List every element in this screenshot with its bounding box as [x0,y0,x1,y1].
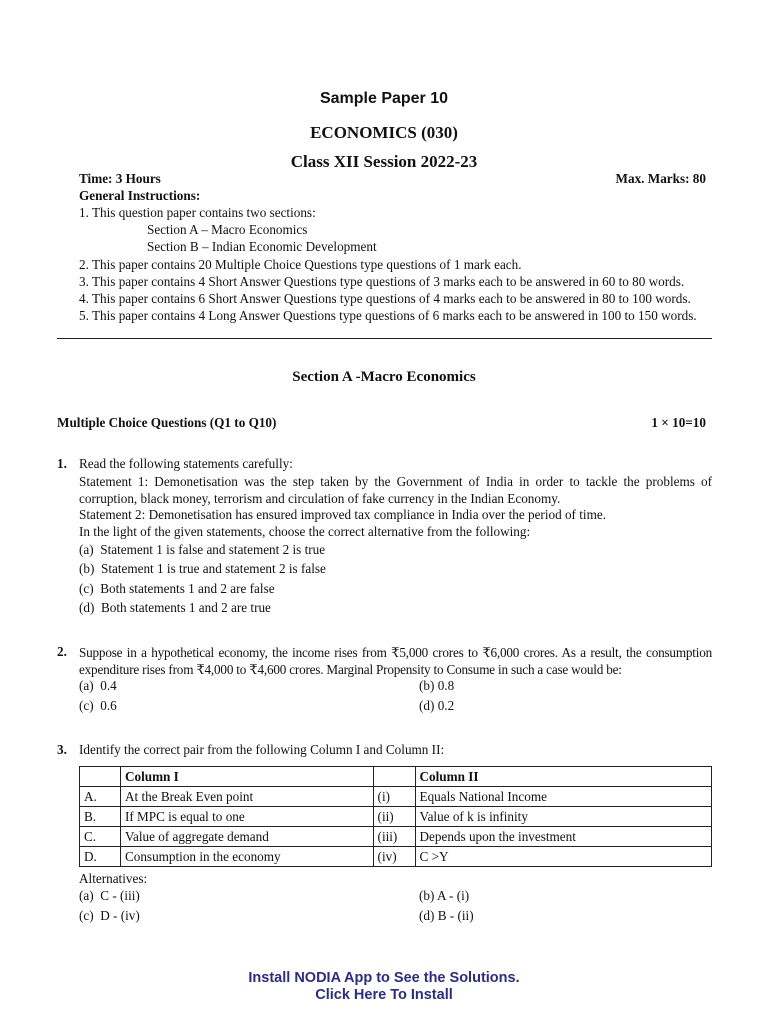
install-link[interactable]: Click Here To Install [315,987,453,1003]
row-roman: (i) [373,787,415,807]
paper-label: Sample Paper 10 [319,90,449,107]
table-row [80,807,712,827]
matching-table [79,766,712,867]
option-text: 0.8 [437,678,455,693]
q3-text: Identify the correct pair from the following Column I and Column II: [79,742,445,757]
option-label: (c) [79,908,94,923]
instruction-item: 3. This paper contains 4 Short Answer Questions type questions of 3 marks each to be answered in 60 to 80 words. [79,274,685,289]
option-text: D - (iv) [100,908,140,923]
option-text: C - (iii) [100,888,140,903]
class-session: Class XII Session 2022-23 [290,152,478,171]
option [79,600,271,616]
section-title: Section A -Macro Economics [292,369,476,385]
table-header-row [80,767,712,787]
option-text: Both statements 1 and 2 are false [100,581,275,596]
column-2-header: Column II [415,767,711,787]
mcq-marks: 1 × 10=10 [651,415,706,430]
column-2-cell: C >Y [415,847,711,867]
q1-statement-2: Statement 2: Demonetisation has ensured improved tax compliance in India over the period of time. [79,507,606,522]
row-label: B. [80,807,121,827]
option [79,542,325,558]
divider [57,338,712,339]
option [419,678,454,694]
table-row [80,787,712,807]
option-text: A - (i) [436,888,470,903]
option-text: Statement 1 is true and statement 2 is false [100,561,326,576]
question-number: 3. [57,742,67,757]
column-1-cell: Value of aggregate demand [120,827,373,847]
row-roman: (ii) [373,807,415,827]
option-label: (a) [79,542,94,557]
option-text: 0.2 [437,698,455,713]
option-text: Both statements 1 and 2 are true [100,600,271,615]
q2-text: Suppose in a hypothetical economy, the income rises from ₹5,000 crores to ₹6,000 crores. As a result, the consumption expenditure rises from ₹4,000 to ₹4,600 crores. Marginal Propensity to Consume in such a case would be: [79,645,712,677]
row-label: A. [80,787,121,807]
option-label: (c) [79,698,94,713]
option-label: (c) [79,581,94,596]
option-text: 0.6 [100,698,117,713]
column-1-cell: If MPC is equal to one [120,807,373,827]
table-cell [373,767,415,787]
q1-intro: Read the following statements carefully: [79,456,293,471]
q1-prompt: In the light of the given statements, choose the correct alternative from the following: [79,524,531,539]
instruction-item: Section A – Macro Economics [147,222,308,237]
row-label: D. [80,847,121,867]
option-label: (b) [79,561,95,576]
option [79,581,275,597]
question-number: 2. [57,644,67,659]
instruction-item: 4. This paper contains 6 Short Answer Questions type questions of 4 marks each to be answered in 80 to 100 words. [79,291,691,306]
row-roman: (iii) [373,827,415,847]
table-row [80,847,712,867]
option-label: (b) [419,678,435,693]
column-2-cell: Equals National Income [415,787,711,807]
question-number: 1. [57,456,67,471]
instruction-item: 1. This question paper contains two sections: [79,205,316,220]
instruction-item: 2. This paper contains 20 Multiple Choice Questions type questions of 1 mark each. [79,257,522,272]
column-1-header: Column I [120,767,373,787]
max-marks: Max. Marks: 80 [615,171,706,186]
option [79,698,117,714]
time-label: Time: 3 Hours [79,171,161,186]
option-text: Statement 1 is false and statement 2 is true [100,542,326,557]
option-label: (d) [419,698,435,713]
option [79,908,140,924]
column-1-cell: Consumption in the economy [120,847,373,867]
instructions-title: General Instructions: [79,188,201,203]
option [79,678,117,694]
option-label: (b) [419,888,435,903]
option-label: (a) [79,678,94,693]
option [79,561,326,577]
column-1-cell: At the Break Even point [120,787,373,807]
option-label: (a) [79,888,94,903]
table-cell [80,767,121,787]
column-2-cell: Depends upon the investment [415,827,711,847]
column-2-cell: Value of k is infinity [415,807,711,827]
option-label: (d) [419,908,435,923]
subject-title: ECONOMICS (030) [310,123,458,142]
option [79,888,140,904]
mcq-title: Multiple Choice Questions (Q1 to Q10) [57,415,277,430]
option-text: 0.4 [100,678,117,693]
option-text: B - (ii) [437,908,474,923]
table-row [80,827,712,847]
install-app-link[interactable]: Install NODIA App to See the Solutions. [248,970,520,986]
instruction-item: 5. This paper contains 4 Long Answer Questions type questions of 6 marks each to be answered in 100 to 150 words. [79,308,697,323]
q1-statement-1: Statement 1: Demonetisation was the step taken by the Government of India in order to tackle the problems of corruption, black money, terrorism and circulation of fake currency in the Indian Economy. [79,474,712,506]
instruction-item: Section B – Indian Economic Development [147,239,377,254]
row-label: C. [80,827,121,847]
option [419,888,469,904]
alternatives-title: Alternatives: [79,871,148,886]
option-label: (d) [79,600,95,615]
option [419,908,474,924]
row-roman: (iv) [373,847,415,867]
option [419,698,454,714]
